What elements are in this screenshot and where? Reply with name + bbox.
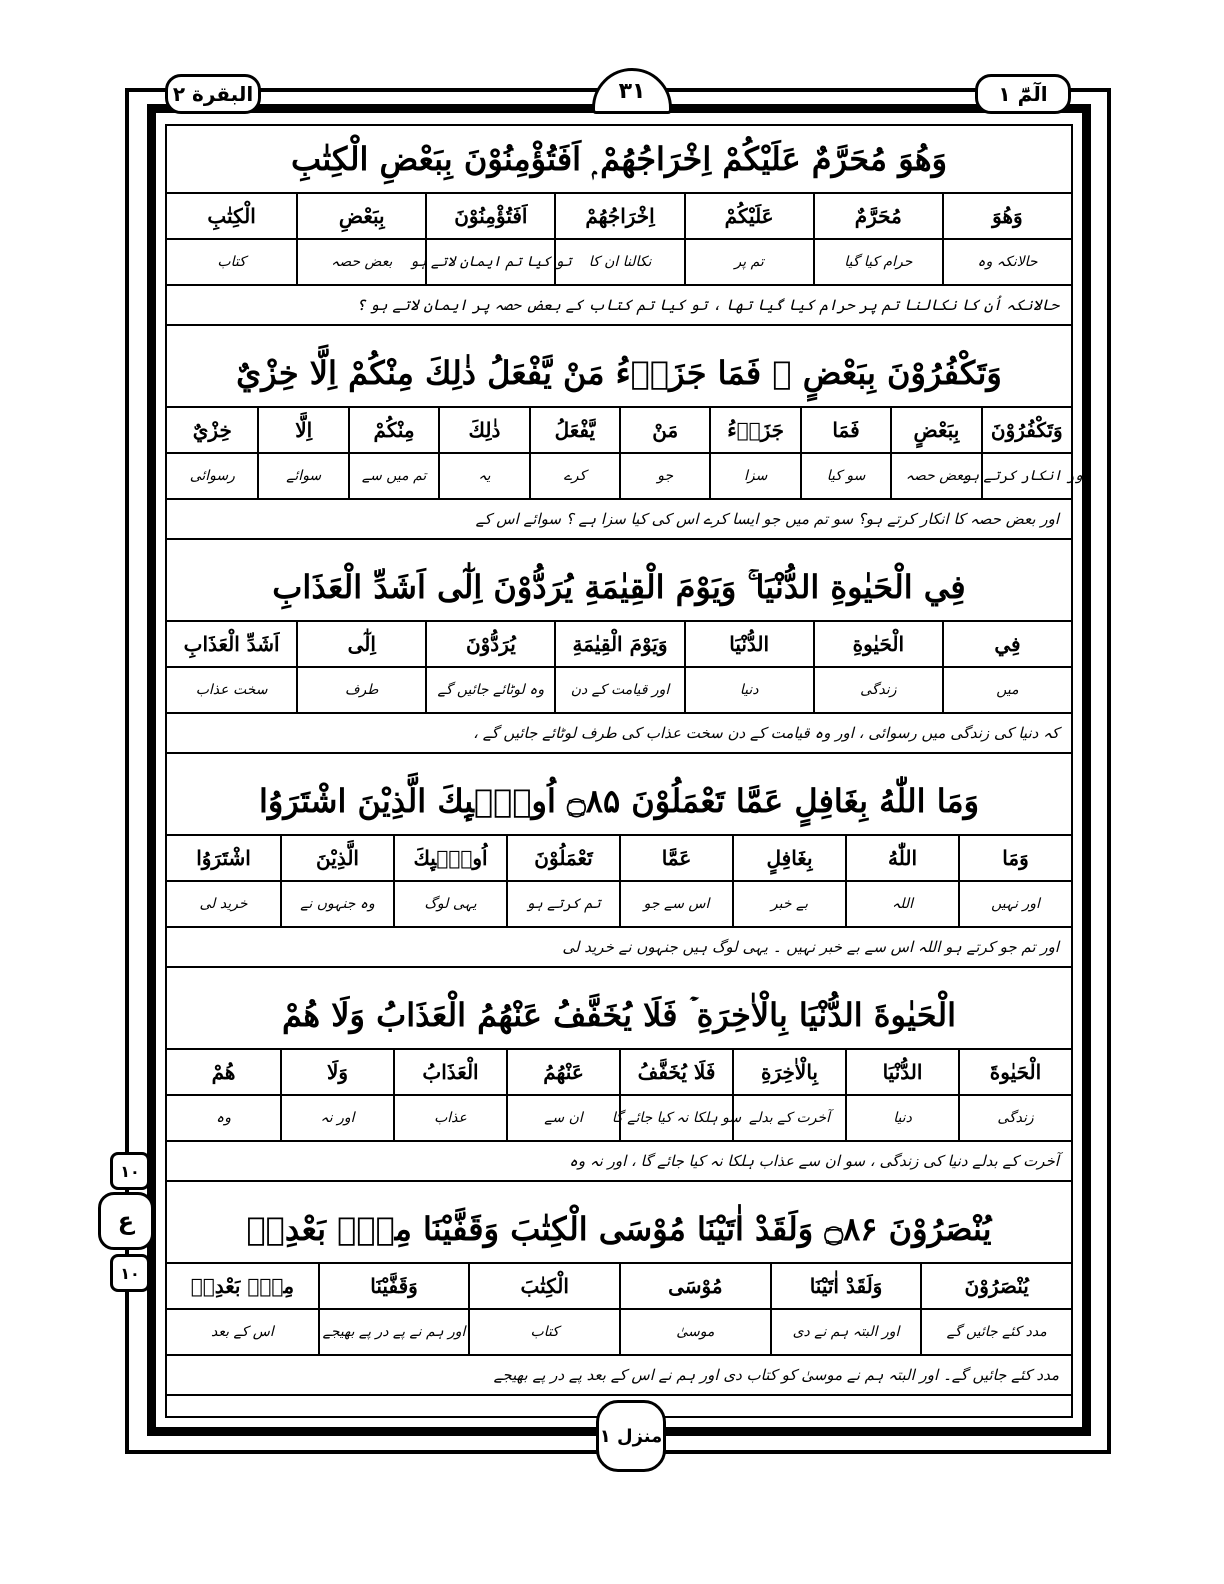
word-cell xyxy=(619,408,709,500)
word-meaning: طرف xyxy=(345,682,379,698)
word-meaning: وہ xyxy=(216,1110,231,1126)
surah-name-label: البقرة ٢ xyxy=(165,74,261,114)
word-meaning: سو ہلکا نہ کیا جائے گا xyxy=(611,1110,742,1126)
translation-line: اور تم جو کرتے ہو اللہ اس سے بے خبر نہیں ۔ یہی لوگ ہیں جنہوں نے خرید لی xyxy=(167,928,1071,968)
word-meaning: اور قیامت کے دن xyxy=(570,682,670,698)
arabic-word: مُحَرَّمٌ xyxy=(815,194,942,240)
word-cell xyxy=(167,1264,318,1356)
word-meaning: نکالنا ان کا xyxy=(588,254,652,270)
word-meaning: موسیٰ xyxy=(676,1324,715,1340)
word-meaning: حالانکہ وہ xyxy=(977,254,1038,270)
translation-line: آخرت کے بدلے دنیا کی زندگی ، سو ان سے عذاب ہلکا نہ کیا جائے گا ، اور نہ وہ xyxy=(167,1142,1071,1182)
word-meaning: تم میں سے xyxy=(361,468,427,484)
arabic-word: هُمْ xyxy=(167,1050,280,1096)
arabic-word: وَلَقَدْ اٰتَيْنَا xyxy=(772,1264,921,1310)
word-meaning: عذاب xyxy=(434,1110,467,1126)
word-meaning: تم کرتے ہو xyxy=(526,896,601,912)
arabic-word: يَّفْعَلُ xyxy=(531,408,619,454)
word-cell xyxy=(280,1050,393,1142)
manzil-label: منزل ١ xyxy=(596,1400,666,1472)
arabic-word: بِالْاٰخِرَةِ xyxy=(734,1050,845,1096)
word-meaning: کرے xyxy=(563,468,587,484)
word-cell xyxy=(813,622,942,714)
arabic-word: اُولٰۗىِٕكَ xyxy=(395,836,506,882)
ayah-text: وَهُوَ مُحَرَّمٌ عَلَيْكُمْ اِخْرَاجُهُمْ ۭ اَفَتُؤْمِنُوْنَ بِبَعْضِ الْكِتٰبِ xyxy=(167,126,1071,194)
arabic-word: الَّذِيْنَ xyxy=(282,836,393,882)
arabic-word: الدُّنْيَا xyxy=(847,1050,958,1096)
word-meaning: تو کیا تم ایمان لاتے ہو xyxy=(410,254,572,270)
word-meaning: وہ جنہوں نے xyxy=(300,896,375,912)
ayah-text: وَمَا اللّٰهُ بِغَافِلٍ عَمَّا تَعْمَلُوْنَ ۝۸۵ اُولٰۗىِٕكَ الَّذِيْنَ اشْتَرَوُا xyxy=(167,768,1071,836)
word-cell xyxy=(684,194,813,286)
word-cell xyxy=(554,194,683,286)
word-cell xyxy=(890,408,980,500)
word-cell xyxy=(770,1264,921,1356)
ayah-text: وَتَكْفُرُوْنَ بِبَعْضٍ ۚ فَمَا جَزَاۗءُ مَنْ يَّفْعَلُ ذٰلِكَ مِنْكُمْ اِلَّا خِزْيٌ xyxy=(167,340,1071,408)
arabic-word: بِبَعْضٍ xyxy=(892,408,980,454)
ruku-number-top: ١٠ xyxy=(110,1152,150,1190)
word-meaning: اور البتہ ہم نے دی xyxy=(792,1324,900,1340)
ayah-section xyxy=(167,1196,1071,1396)
word-meaning: وہ لوٹائے جائیں گے xyxy=(437,682,545,698)
word-cell xyxy=(845,836,958,928)
page-content xyxy=(165,124,1091,1418)
arabic-word: الْكِتٰبَ xyxy=(470,1264,619,1310)
ayah-text: الْحَيٰوةَ الدُّنْيَا بِالْاٰخِرَةِ ۡ فَلَا يُخَفَّفُ عَنْهُمُ الْعَذَابُ وَلَا هُمْ xyxy=(167,982,1071,1050)
arabic-word: مَنْ xyxy=(621,408,709,454)
arabic-word: وَهُوَ xyxy=(944,194,1071,240)
word-cell xyxy=(813,194,942,286)
arabic-word: وَقَفَّيْنَا xyxy=(320,1264,469,1310)
ayah-section xyxy=(167,982,1071,1182)
word-cell xyxy=(611,1050,742,1142)
word-cell xyxy=(280,836,393,928)
arabic-word: عَنْهُمُ xyxy=(508,1050,619,1096)
ayah-section xyxy=(167,554,1071,754)
word-meaning: کتاب xyxy=(217,254,246,270)
word-meaning: کتاب xyxy=(530,1324,559,1340)
word-cell xyxy=(468,1264,619,1356)
word-meaning: بعض حصہ xyxy=(331,254,393,270)
arabic-word: الدُّنْيَا xyxy=(686,622,813,668)
word-cell xyxy=(845,1050,958,1142)
word-cell xyxy=(800,408,890,500)
word-meaning: بعض حصہ xyxy=(905,468,968,484)
arabic-word: وَمَا xyxy=(960,836,1071,882)
translation-line: مدد کئے جائیں گے۔ اور البتہ ہم نے موسیٰ کو کتاب دی اور ہم نے اس کے بعد پے در پے بھیجے xyxy=(167,1356,1071,1396)
word-meaning: اس سے جو xyxy=(643,896,710,912)
word-meaning: خرید لی xyxy=(199,896,248,912)
word-meaning: مدد کئے جائیں گے xyxy=(946,1324,1047,1340)
word-cell xyxy=(529,408,619,500)
word-cell xyxy=(393,836,506,928)
word-meaning: سو کیا xyxy=(826,468,866,484)
word-grid xyxy=(167,1050,1071,1142)
word-meaning: اور انکار کرتے ہو xyxy=(962,468,1091,484)
word-meaning: دنیا xyxy=(739,682,759,698)
ayah-text: فِي الْحَيٰوةِ الدُّنْيَا ۚ وَيَوْمَ الْقِيٰمَةِ يُرَدُّوْنَ اِلٰٓى اَشَدِّ الْعَذَابِ xyxy=(167,554,1071,622)
arabic-word: الْعَذَابُ xyxy=(395,1050,506,1096)
word-meaning: اور ہم نے پے در پے بھیجے xyxy=(322,1324,466,1340)
arabic-word: تَعْمَلُوْنَ xyxy=(508,836,619,882)
word-cell xyxy=(296,194,425,286)
word-cell xyxy=(393,1050,506,1142)
translation-line: اور بعض حصہ کا انکار کرتے ہو؟ سو تم میں جو ایسا کرے اس کی کیا سزا ہے ؟ سوائے اس کے xyxy=(167,500,1071,540)
word-meaning: اس کے بعد xyxy=(211,1324,274,1340)
word-cell xyxy=(920,1264,1071,1356)
arabic-word: فَلَا يُخَفَّفُ xyxy=(621,1050,732,1096)
arabic-word: جَزَاۗءُ xyxy=(711,408,799,454)
translation-line: حالانکہ اُن کا نکالنا تم پر حرام کیا گیا تھا ، تو کیا تم کتاب کے بعض حصہ پر ایمان لاتے ہو ؟ xyxy=(167,286,1071,326)
arabic-word: يُنْصَرُوْنَ xyxy=(922,1264,1071,1310)
arabic-word: ذٰلِكَ xyxy=(440,408,528,454)
word-grid xyxy=(167,408,1091,500)
arabic-word: اشْتَرَوُا xyxy=(167,836,280,882)
para-name-label: الٓمّٓ ١ xyxy=(975,74,1071,114)
arabic-word: فِي xyxy=(944,622,1071,668)
word-cell xyxy=(425,622,554,714)
word-meaning: زندگی xyxy=(860,682,897,698)
arabic-word: خِزْيٌ xyxy=(167,408,257,454)
word-grid xyxy=(167,1264,1071,1356)
word-cell xyxy=(167,408,257,500)
word-meaning: اور نہیں xyxy=(991,896,1040,912)
arabic-word: مِنْكُمْ xyxy=(350,408,438,454)
page-number: ۳۱ xyxy=(592,68,672,114)
word-cell xyxy=(958,836,1071,928)
word-meaning: حرام کیا گیا xyxy=(844,254,913,270)
word-cell xyxy=(942,194,1071,286)
word-meaning: آخرت کے بدلے xyxy=(749,1110,830,1126)
word-cell xyxy=(438,408,528,500)
word-meaning: اللہ xyxy=(892,896,913,912)
word-grid xyxy=(167,622,1071,714)
arabic-word: اِخْرَاجُهُمْ xyxy=(556,194,683,240)
word-meaning: سوائے xyxy=(286,468,322,484)
arabic-word: اَفَتُؤْمِنُوْنَ xyxy=(427,194,554,240)
arabic-word: عَمَّا xyxy=(621,836,732,882)
word-meaning: ان سے xyxy=(544,1110,583,1126)
ruku-marker: ع xyxy=(98,1192,154,1250)
word-meaning: جو xyxy=(657,468,674,484)
word-meaning: اور نہ xyxy=(320,1110,355,1126)
word-cell xyxy=(732,836,845,928)
word-meaning: میں xyxy=(996,682,1019,698)
word-cell xyxy=(619,1264,770,1356)
ruku-number-bottom: ١٠ xyxy=(110,1254,150,1292)
word-cell xyxy=(167,1050,280,1142)
word-cell xyxy=(962,408,1091,500)
arabic-word: وَيَوْمَ الْقِيٰمَةِ xyxy=(556,622,683,668)
arabic-word: فَمَا xyxy=(802,408,890,454)
arabic-word: مُوْسَى xyxy=(621,1264,770,1310)
word-cell xyxy=(506,1050,619,1142)
word-meaning: سزا xyxy=(743,468,768,484)
word-cell xyxy=(554,622,683,714)
ayah-text: يُنْصَرُوْنَ ۝۸۶ وَلَقَدْ اٰتَيْنَا مُوْسَى الْكِتٰبَ وَقَفَّيْنَا مِنْۢ بَعْدِهٖ xyxy=(167,1196,1071,1264)
word-meaning: یہ xyxy=(478,468,491,484)
word-cell xyxy=(709,408,799,500)
arabic-word: وَتَكْفُرُوْنَ xyxy=(983,408,1071,454)
word-grid xyxy=(167,836,1071,928)
ayah-section xyxy=(167,340,1091,540)
word-meaning: تم پر xyxy=(734,254,764,270)
word-cell xyxy=(348,408,438,500)
word-meaning: زندگی xyxy=(997,1110,1034,1126)
arabic-word: الْكِتٰبِ xyxy=(167,194,296,240)
word-cell xyxy=(958,1050,1071,1142)
arabic-word: بِبَعْضِ xyxy=(298,194,425,240)
arabic-word: الْحَيٰوةَ xyxy=(960,1050,1071,1096)
word-grid xyxy=(167,194,1071,286)
word-cell xyxy=(257,408,347,500)
arabic-word: مِنْۢ بَعْدِهٖ xyxy=(167,1264,318,1310)
arabic-word: اِلَّا xyxy=(259,408,347,454)
arabic-word: عَلَيْكُمْ xyxy=(686,194,813,240)
word-meaning: سخت عذاب xyxy=(195,682,268,698)
arabic-word: اِلٰٓى xyxy=(298,622,425,668)
word-cell xyxy=(506,836,619,928)
word-meaning: یہی لوگ xyxy=(424,896,477,912)
word-cell xyxy=(167,836,280,928)
word-cell xyxy=(167,622,296,714)
word-meaning: بے خبر xyxy=(770,896,809,912)
word-cell xyxy=(619,836,732,928)
translation-line: کہ دنیا کی زندگی میں رسوائی ، اور وہ قیامت کے دن سخت عذاب کی طرف لوٹائے جائیں گے ، xyxy=(167,714,1071,754)
word-cell xyxy=(732,1050,845,1142)
word-cell xyxy=(410,194,572,286)
word-cell xyxy=(167,194,296,286)
word-cell xyxy=(942,622,1071,714)
arabic-word: يُرَدُّوْنَ xyxy=(427,622,554,668)
word-cell xyxy=(684,622,813,714)
arabic-word: بِغَافِلٍ xyxy=(734,836,845,882)
arabic-word: وَلَا xyxy=(282,1050,393,1096)
arabic-word: الْحَيٰوةِ xyxy=(815,622,942,668)
word-cell xyxy=(296,622,425,714)
arabic-word: اللّٰهُ xyxy=(847,836,958,882)
word-meaning: رسوائی xyxy=(189,468,235,484)
arabic-word: اَشَدِّ الْعَذَابِ xyxy=(167,622,296,668)
ayah-section xyxy=(167,768,1071,968)
word-meaning: دنیا xyxy=(893,1110,912,1126)
ayah-section xyxy=(167,126,1071,326)
word-cell xyxy=(318,1264,469,1356)
